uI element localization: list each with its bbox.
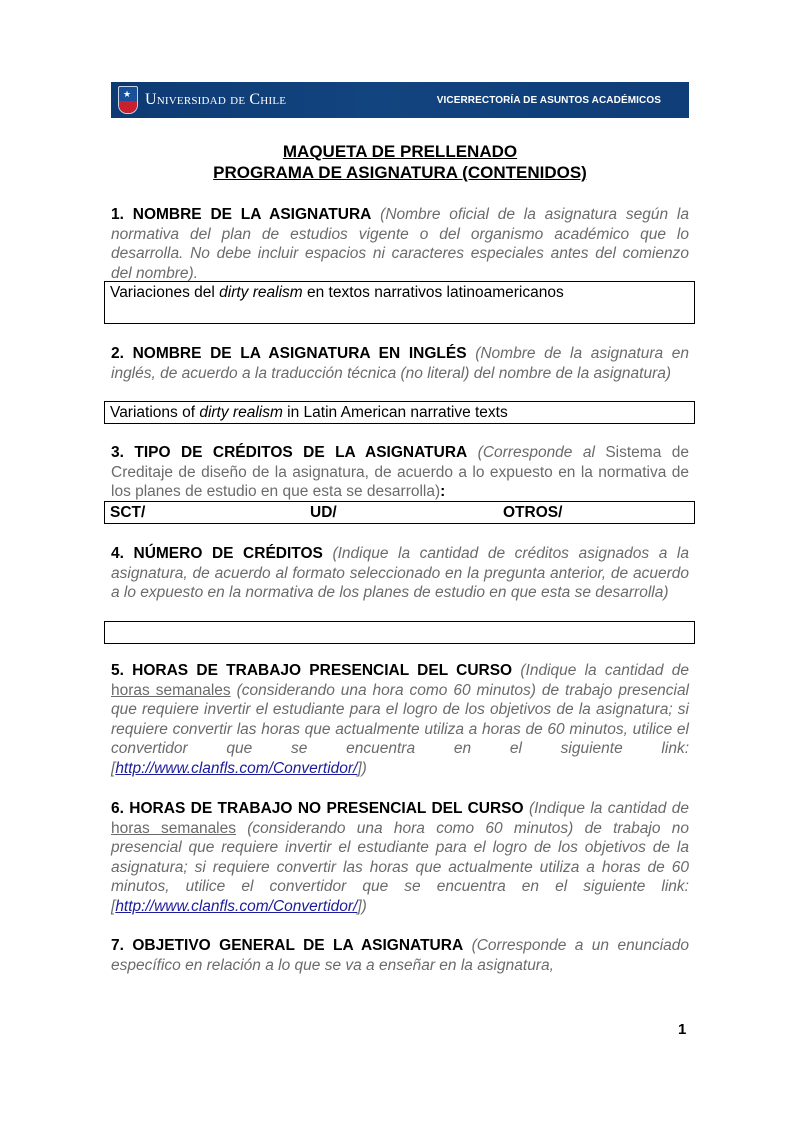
- section-1: [111, 205, 689, 283]
- section-6-heading: 6. HORAS DE TRABAJO NO PRESENCIAL DEL CURSO: [111, 800, 524, 817]
- section-3: [111, 443, 689, 502]
- section-1-heading: 1. NOMBRE DE LA ASIGNATURA: [111, 206, 372, 223]
- answer-italic-text: dirty realism: [219, 284, 303, 301]
- section-2-heading: 2. NOMBRE DE LA ASIGNATURA EN INGLÉS: [111, 345, 467, 362]
- section-5-hint-c: ]): [357, 759, 367, 777]
- section-4-hint: (Indique la cantidad de créditos asignados a la asignatura, de acuerdo al formato seleccionado en la pregunta anterior, de acuerdo a lo expuesto en la normativa de los planes de estudio en que esta se desarrolla): [111, 545, 689, 602]
- section-2: [111, 344, 689, 383]
- section-4-credits-field[interactable]: [104, 621, 695, 644]
- section-4-heading: 4. NÚMERO DE CRÉDITOS: [111, 545, 323, 562]
- section-7-heading: 7. OBJETIVO GENERAL DE LA ASIGNATURA: [111, 937, 464, 954]
- section-6-hint-a: (Indique la cantidad de: [528, 800, 690, 817]
- credit-option-sct[interactable]: SCT/: [110, 504, 146, 521]
- section-5-hint-a: (Indique la cantidad de: [520, 662, 689, 679]
- section-6-hours-underlined: horas semanales: [111, 819, 236, 837]
- section-7-hint: (Corresponde a un enunciado específico en relación a lo que se va a enseñar en la asignatura,: [111, 937, 689, 974]
- section-3-hint-a: (Corresponde al: [477, 444, 606, 461]
- section-5-heading: 5. HORAS DE TRABAJO PRESENCIAL DEL CURSO: [111, 662, 513, 679]
- credit-type-options: [110, 503, 689, 522]
- section-2-hint: (Nombre de la asignatura en inglés, de acuerdo a la traducción técnica (no literal) del nombre de la asignatura): [111, 345, 689, 382]
- section-5-hours-underlined: horas semanales: [111, 681, 231, 699]
- section-3-colon: :: [440, 483, 446, 501]
- answer-text: en textos narrativos latinoamericanos: [302, 284, 564, 301]
- section-3-credit-type-field[interactable]: [104, 501, 695, 524]
- section-1-hint: (Nombre oficial de la asignatura según la normativa del plan de estudios vigente o del organismo académico que lo desarrolla. No debe incluir espacios ni caracteres especiales antes del comienzo del nombre).: [111, 206, 689, 282]
- vicerrectoria-name: VICERRECTORÍA DE ASUNTOS ACADÉMICOS: [436, 94, 661, 106]
- document-title-line2: PROGRAMA DE ASIGNATURA (CONTENIDOS): [213, 163, 587, 182]
- credit-option-ud[interactable]: UD/: [310, 504, 337, 521]
- answer-text: Variaciones del: [110, 284, 220, 301]
- answer-text: Variations of: [110, 404, 200, 421]
- section-6-hint-c: ]): [357, 897, 367, 915]
- answer-text: in Latin American narrative texts: [282, 404, 508, 421]
- convertidor-link[interactable]: http://www.clanfls.com/Convertidor/: [115, 759, 358, 777]
- credit-option-otros[interactable]: OTROS/: [503, 504, 563, 521]
- answer-italic-text: dirty realism: [199, 404, 283, 421]
- university-crest-icon: ★: [118, 86, 138, 114]
- section-1-answer-field[interactable]: [104, 281, 695, 324]
- header-banner: [111, 82, 689, 118]
- page-number: 1: [678, 1021, 687, 1038]
- university-name: Universidad de Chile: [145, 91, 287, 108]
- section-6-hint: [111, 800, 689, 915]
- section-7: [111, 936, 689, 975]
- section-2-answer-field[interactable]: [104, 401, 695, 424]
- section-5-hint: [111, 662, 689, 777]
- section-6-hint-b: (considerando una hora como 60 minutos) de trabajo no presencial que requiere invertir el estudiante para el logro de los objetivos de la asignatura; si requiere convertir las horas que actualmente utiliza a horas de 60 minutos, utilice el convertidor que se encuentra en el siguiente link: [: [111, 819, 689, 915]
- document-title-line1: MAQUETA DE PRELLENADO: [282, 142, 518, 161]
- section-4: [111, 544, 689, 603]
- section-5-hint-b: (considerando una hora como 60 minutos) de trabajo presencial que requiere invertir el estudiante para el logro de los objetivos de la asignatura; si requiere convertir las horas que actualmente utiliza a horas de 60 minutos, utilice el convertidor que se encuentra en el siguiente link: [: [111, 681, 690, 777]
- section-3-hint-b: Sistema de Creditaje de diseño de la asignatura, de acuerdo a lo expuesto en la normativa de los planes de estudio en que esta se desarrolla): [111, 444, 690, 501]
- section-6: [111, 799, 689, 917]
- convertidor-link[interactable]: http://www.clanfls.com/Convertidor/: [115, 897, 358, 915]
- section-3-heading: 3. TIPO DE CRÉDITOS DE LA ASIGNATURA: [111, 444, 468, 461]
- section-5: [111, 661, 689, 779]
